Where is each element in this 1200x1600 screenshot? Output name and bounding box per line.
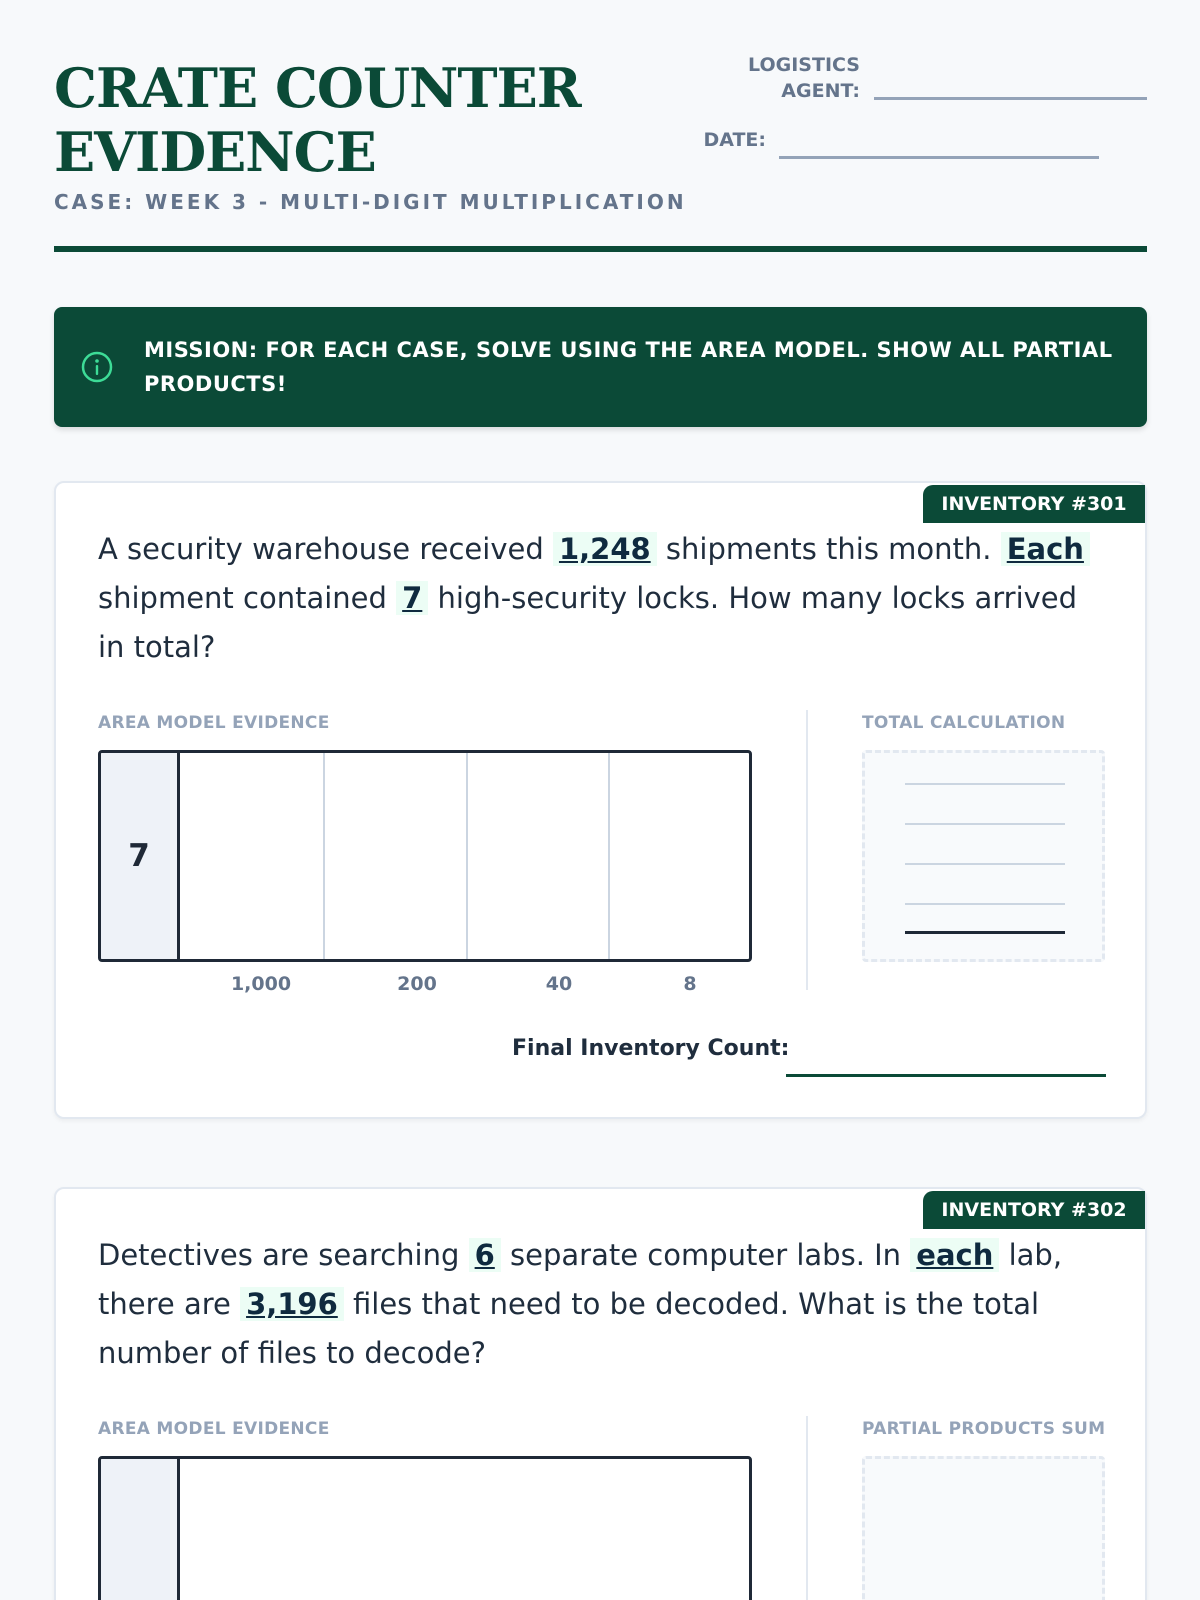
info-icon [80,350,114,384]
partial-products-label: PARTIAL PRODUCTS SUM [862,1419,1106,1439]
highlight-keyword: each [910,1238,999,1272]
highlight-number: 1,248 [553,532,657,566]
area-model-divider [323,753,325,959]
problem-text: Detectives are searching 6 separate computer labs. In each lab, there are 3,196 files that need to be decoded. What is the total number of files to decode? [98,1238,1063,1370]
agent-label: LOGISTICS AGENT: [748,54,860,102]
area-model-label: AREA MODEL EVIDENCE [98,1419,330,1439]
highlight-number: 3,196 [240,1287,344,1321]
inventory-tag: INVENTORY #302 [923,1191,1145,1229]
partial-products-box[interactable] [862,1456,1105,1600]
area-model-side-value [101,1459,180,1600]
page-title: CRATE COUNTER EVIDENCE [54,56,581,184]
agent-name-field[interactable] [874,97,1147,100]
column-label: 8 [683,973,697,995]
area-model-side-value: 7 [101,753,180,959]
page-subtitle: CASE: WEEK 3 - MULTI-DIGIT MULTIPLICATION [54,190,687,214]
area-model-divider [466,753,468,959]
highlight-number: 7 [396,581,428,615]
problem-text: A security warehouse received 1,248 shipments this month. Each shipment contained 7 high-security locks. How many locks arrived in total? [98,525,1108,672]
area-model-label: AREA MODEL EVIDENCE [98,713,330,733]
problem-card-302 [54,1187,1147,1600]
problem-card-301 [54,481,1147,1119]
column-label: 200 [397,973,437,995]
column-separator [806,1416,808,1600]
final-count-label: Final Inventory Count: [512,1036,790,1061]
area-model-grid[interactable] [98,750,752,962]
date-field[interactable] [779,156,1099,159]
total-calculation-label: TOTAL CALCULATION [862,713,1066,733]
highlight-number: 6 [469,1238,501,1272]
inventory-tag: INVENTORY #301 [923,485,1145,523]
area-model-grid[interactable] [98,1456,752,1600]
highlight-keyword: Each [1001,532,1090,566]
total-calculation-box[interactable] [862,750,1105,962]
header-rule [54,246,1147,252]
area-model-divider [608,753,610,959]
mission-banner [54,307,1147,427]
column-label: 40 [545,973,573,995]
final-count-field[interactable] [786,1074,1106,1077]
column-label: 1,000 [230,973,292,995]
column-separator [806,710,808,990]
date-label: DATE: [703,129,766,151]
mission-text: MISSION: FOR EACH CASE, SOLVE USING THE AREA MODEL. SHOW ALL PARTIAL PRODUCTS! [144,338,1113,396]
